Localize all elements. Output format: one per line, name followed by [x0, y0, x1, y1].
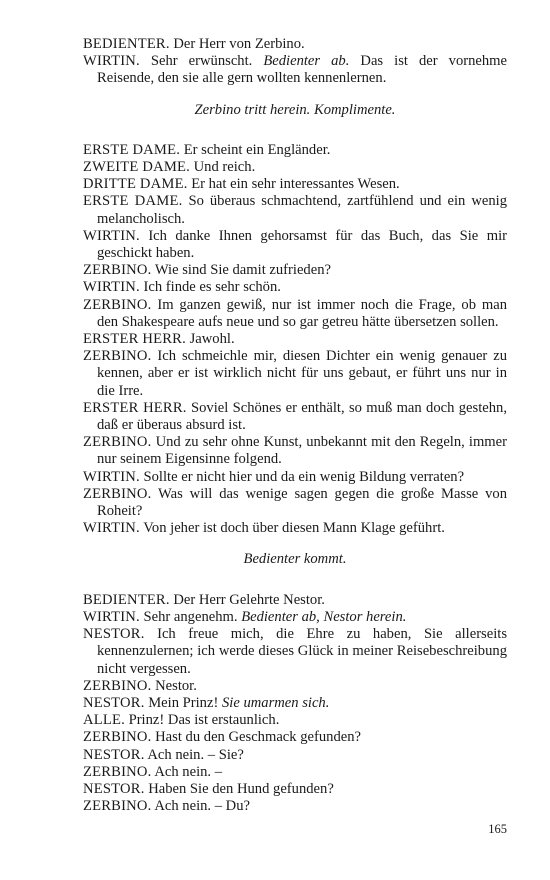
- dialogue-line: [83, 747, 507, 764]
- speaker-name: ZERBINO.: [83, 262, 152, 279]
- dialogue-line: [83, 279, 507, 296]
- line-text: Und zu sehr ohne Kunst, unbekannt mit den Regeln, immer nur seinem Eigensinne folgend.: [97, 434, 507, 468]
- dialogue-line: [83, 764, 507, 781]
- line-text: Von jeher ist doch über diesen Mann Klage geführt.: [139, 520, 445, 537]
- line-text: Mein Prinz!: [144, 694, 222, 711]
- play-text: [83, 36, 507, 815]
- line-text: Nestor.: [151, 677, 197, 694]
- line-text: Sehr erwünscht.: [139, 53, 264, 70]
- line-text: Er scheint ein Engländer.: [180, 141, 331, 158]
- speaker-name: ZERBINO.: [83, 348, 152, 365]
- line-text: Was will das wenige sagen gegen die große Masse von Roheit?: [97, 485, 507, 520]
- italic-direction: Sie umarmen sich.: [221, 694, 330, 711]
- speaker-name: WIRTIN.: [83, 468, 140, 485]
- dialogue-line: [83, 486, 507, 520]
- dialogue-line: [83, 609, 507, 626]
- italic-direction: Bedienter kommt.: [243, 551, 347, 568]
- dialogue-line: [83, 712, 507, 729]
- speaker-name: NESTOR.: [83, 780, 145, 797]
- line-text: Er hat ein sehr interessantes Wesen.: [187, 176, 400, 193]
- speaker-name: NESTOR.: [83, 626, 145, 643]
- line-text: Hast du den Geschmack gefunden?: [151, 729, 361, 746]
- dialogue-line: [83, 626, 507, 678]
- italic-direction: Bedienter ab.: [263, 53, 350, 70]
- stage-direction: [83, 102, 507, 119]
- line-text: Ach nein. –: [151, 763, 223, 780]
- speaker-name: DRITTE DAME.: [83, 176, 188, 193]
- line-text: Der Herr Gelehrte Nestor.: [169, 591, 325, 608]
- dialogue-line: [83, 520, 507, 537]
- speaker-name: ZERBINO.: [83, 434, 152, 451]
- page-number: 165: [488, 822, 507, 836]
- dialogue-line: [83, 592, 507, 609]
- dialogue-line: [83, 798, 507, 815]
- line-text: Ich finde es sehr schön.: [139, 279, 281, 296]
- speaker-name: NESTOR.: [83, 694, 145, 711]
- line-text: Haben Sie den Hund gefunden?: [144, 780, 334, 797]
- dialogue-line: [83, 228, 507, 262]
- speaker-name: ERSTER HERR.: [83, 399, 187, 416]
- line-text: Und reich.: [189, 159, 256, 176]
- speaker-name: ERSTE DAME.: [83, 141, 181, 158]
- line-text: Im ganzen gewiß, nur ist immer noch die Frage, ob man den Shakespeare aufs neue und so gar getreu hätte übersetzen sollen.: [97, 296, 507, 330]
- speaker-name: NESTOR.: [83, 746, 145, 763]
- italic-direction: Bedienter ab, Nestor herein.: [241, 608, 407, 625]
- dialogue-line: [83, 695, 507, 712]
- dialogue-line: [83, 469, 507, 486]
- dialogue-line: [83, 159, 507, 176]
- line-text: Prinz! Das ist erstaunlich.: [124, 712, 280, 729]
- dialogue-line: [83, 331, 507, 348]
- speaker-name: ZERBINO.: [83, 677, 152, 694]
- dialogue-line: [83, 262, 507, 279]
- line-text: Soviel Schönes er enthält, so muß man doch gestehn, daß er überaus absurd ist.: [97, 399, 507, 434]
- dialogue-line: [83, 348, 507, 400]
- speaker-name: ZERBINO.: [83, 729, 152, 746]
- dialogue-line: [83, 176, 507, 193]
- speaker-name: ERSTER HERR.: [83, 331, 186, 348]
- speaker-name: ERSTE DAME.: [83, 193, 183, 210]
- dialogue-line: [83, 729, 507, 746]
- line-text: So überaus schmachtend, zartfühlend und ein wenig melancholisch.: [97, 193, 507, 227]
- speaker-name: WIRTIN.: [83, 608, 140, 625]
- speaker-name: ZERBINO.: [83, 763, 152, 780]
- line-text: Sollte er nicht hier und da ein wenig Bildung verraten?: [139, 468, 465, 485]
- line-text: Ich schmeichle mir, diesen Dichter ein wenig genauer zu kennen, aber er ist wirklich nicht für uns gebaut, er führt uns nur in die Irre.: [97, 348, 507, 399]
- line-text: Ach nein. – Sie?: [144, 746, 244, 763]
- dialogue-line: [83, 297, 507, 331]
- dialogue-line: [83, 678, 507, 695]
- speaker-name: ZERBINO.: [83, 485, 152, 502]
- speaker-name: WIRTIN.: [83, 279, 140, 296]
- stage-direction: [83, 551, 507, 568]
- line-text: Wie sind Sie damit zufrieden?: [151, 262, 331, 279]
- dialogue-line: [83, 142, 507, 159]
- dialogue-line: [83, 193, 507, 227]
- speaker-name: ALLE.: [83, 712, 125, 729]
- dialogue-line: [83, 400, 507, 434]
- italic-direction: Zerbino tritt herein. Komplimente.: [194, 101, 396, 118]
- speaker-name: BEDIENTER.: [83, 36, 170, 52]
- line-text: Der Herr von Zerbino.: [169, 36, 305, 52]
- dialogue-line: [83, 434, 507, 468]
- speaker-name: WIRTIN.: [83, 520, 140, 537]
- line-text: Ich freue mich, die Ehre zu haben, Sie allerseits kennenzulernen; ich werde dieses Glück in meiner Reisebeschreibung nicht vergessen.: [97, 626, 507, 677]
- speaker-name: ZERBINO.: [83, 296, 152, 313]
- line-text: Ich danke Ihnen gehorsamst für das Buch, das Sie mir geschickt haben.: [97, 227, 507, 262]
- speaker-name: WIRTIN.: [83, 53, 140, 70]
- dialogue-line: [83, 53, 507, 87]
- dialogue-line: [83, 36, 507, 53]
- line-text: Sehr angenehm.: [139, 608, 242, 625]
- line-text: Jawohl.: [185, 331, 235, 348]
- line-text: Das ist der vornehme Reisende, den sie alle gern wollten kennenlernen.: [97, 53, 507, 87]
- speaker-name: ZERBINO.: [83, 798, 152, 815]
- speaker-name: ZWEITE DAME.: [83, 159, 190, 176]
- speaker-name: WIRTIN.: [83, 227, 140, 244]
- dialogue-line: [83, 781, 507, 798]
- speaker-name: BEDIENTER.: [83, 591, 170, 608]
- line-text: Ach nein. – Du?: [151, 798, 250, 815]
